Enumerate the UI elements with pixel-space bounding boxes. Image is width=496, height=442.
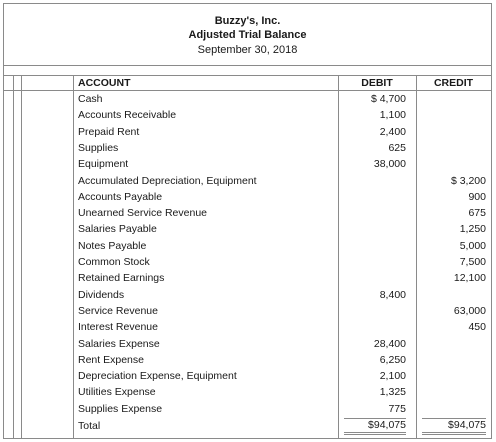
account-name: Equipment — [78, 158, 129, 171]
credit-amount: 450 — [468, 321, 486, 334]
credit-amount: $ 3,200 — [450, 174, 486, 187]
debit-amount: 6,250 — [379, 353, 406, 366]
credit-amount: 900 — [468, 190, 486, 203]
statement-title: Adjusted Trial Balance — [188, 29, 307, 41]
debit-column-header: DEBIT — [361, 77, 393, 89]
account-name: Salaries Expense — [78, 337, 160, 350]
account-name: Accounts Receivable — [78, 109, 177, 122]
account-name: Accumulated Depreciation, Equipment — [78, 174, 257, 187]
credit-amount: 12,100 — [453, 272, 486, 285]
debit-amount: 28,400 — [373, 337, 406, 350]
account-column-header: ACCOUNT — [78, 77, 131, 89]
ledger-row — [4, 91, 491, 107]
ledger-row — [4, 189, 491, 205]
account-name: Rent Expense — [78, 353, 144, 366]
ledger-row — [4, 352, 491, 368]
header-spacer-strip — [4, 66, 491, 76]
ledger-row — [4, 205, 491, 221]
account-name: Dividends — [78, 288, 125, 301]
account-name: Salaries Payable — [78, 223, 157, 236]
ledger-row — [4, 124, 491, 140]
ledger-row — [4, 238, 491, 254]
account-name: Retained Earnings — [78, 272, 165, 285]
debit-amount: 8,400 — [379, 288, 406, 301]
total-label: Total — [78, 420, 101, 432]
account-name: Utilities Expense — [78, 386, 156, 399]
ledger-row — [4, 401, 491, 417]
ledger-row — [4, 107, 491, 123]
account-name: Service Revenue — [78, 304, 158, 317]
account-name: Prepaid Rent — [78, 125, 140, 138]
ledger-row — [4, 254, 491, 270]
account-name: Accounts Payable — [78, 190, 163, 203]
ledger-table — [4, 76, 491, 438]
debit-amount: 1,100 — [379, 109, 406, 122]
credit-column-header: CREDIT — [433, 77, 474, 89]
debit-amount: 625 — [388, 141, 406, 154]
company-name: Buzzy's, Inc. — [214, 15, 281, 27]
trial-balance-document — [3, 3, 492, 439]
account-name: Depreciation Expense, Equipment — [78, 370, 237, 383]
account-name: Interest Revenue — [78, 321, 158, 334]
credit-amount: 675 — [468, 207, 486, 220]
account-name: Cash — [78, 93, 103, 105]
statement-date: September 30, 2018 — [197, 44, 298, 56]
account-name: Supplies Expense — [78, 402, 163, 415]
ledger-row — [4, 336, 491, 352]
credit-amount: 1,250 — [459, 223, 486, 236]
debit-amount: 38,000 — [373, 158, 406, 171]
account-name: Common Stock — [78, 256, 150, 268]
credit-amount: 7,500 — [459, 256, 486, 268]
debit-amount: 775 — [388, 402, 406, 415]
debit-amount: 2,400 — [379, 125, 406, 138]
account-name: Notes Payable — [78, 239, 147, 252]
total-row — [4, 418, 491, 434]
debit-amount: 2,100 — [379, 370, 406, 383]
ledger-row — [4, 319, 491, 335]
ledger-row — [4, 140, 491, 156]
statement-header — [4, 4, 491, 66]
credit-amount: 5,000 — [459, 239, 486, 252]
ledger-row — [4, 384, 491, 400]
ledger-row — [4, 156, 491, 172]
debit-amount: $ 4,700 — [370, 93, 406, 105]
total-debit: $94,075 — [344, 418, 406, 435]
ledger-row — [4, 270, 491, 286]
debit-amount: 1,325 — [379, 386, 406, 399]
ledger-row — [4, 303, 491, 319]
account-name: Supplies — [78, 141, 119, 154]
ledger-row — [4, 368, 491, 384]
ledger-row — [4, 173, 491, 189]
total-credit: $94,075 — [422, 418, 486, 435]
ledger-row — [4, 221, 491, 237]
credit-amount: 63,000 — [453, 304, 486, 317]
ledger-row — [4, 287, 491, 303]
account-name: Unearned Service Revenue — [78, 207, 207, 220]
